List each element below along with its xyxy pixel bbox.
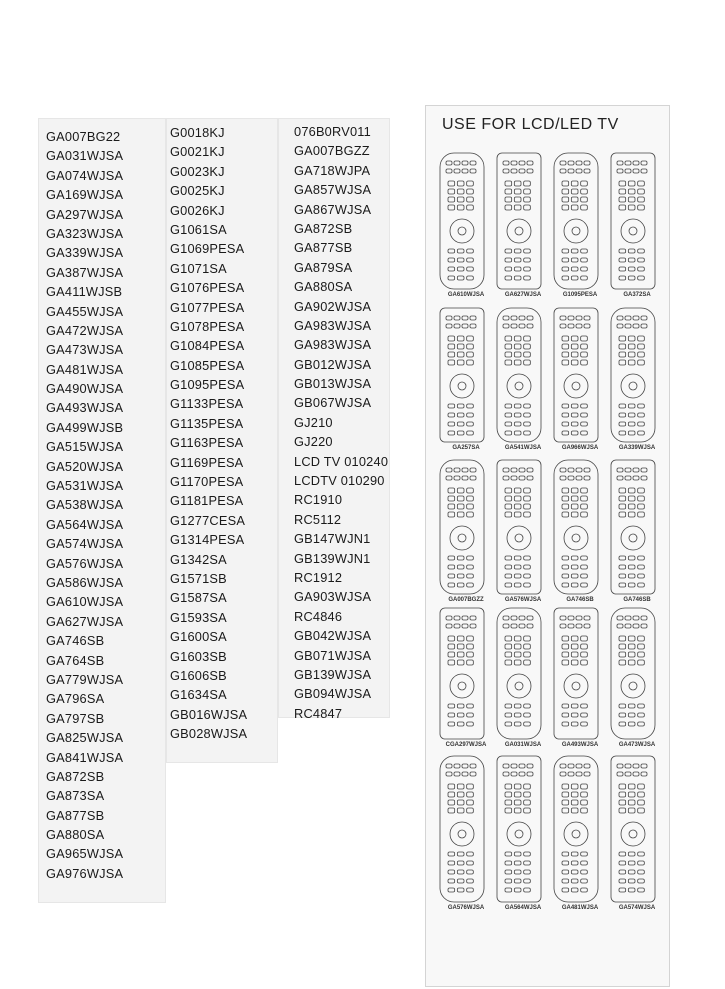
- remote-body: [440, 756, 484, 902]
- model-number: G1077PESA: [170, 299, 245, 315]
- model-number: GA297WJSA: [46, 206, 124, 222]
- remote-control-icon: [493, 151, 545, 291]
- remote-item: [436, 754, 496, 911]
- remote-model-label: GA493WJSA: [561, 742, 599, 748]
- model-number: GB013WJSA: [294, 376, 372, 392]
- model-number: GA564WJSA: [46, 516, 124, 532]
- remote-body: [440, 153, 484, 289]
- model-number: GA872SB: [46, 768, 105, 784]
- remote-model-label: GA257SA: [452, 445, 480, 451]
- model-number: GA411WJSB: [46, 284, 123, 300]
- model-number: GA872SB: [294, 220, 353, 236]
- model-number: G0025KJ: [170, 183, 225, 199]
- remote-item: [436, 606, 496, 748]
- model-number: GJ220: [294, 434, 333, 450]
- model-number: GA472WJSA: [46, 322, 124, 338]
- model-list-column-1: [46, 127, 123, 883]
- remote-item: [607, 606, 667, 748]
- model-number: GA627WJSA: [46, 613, 124, 629]
- model-number: G1163PESA: [170, 435, 244, 451]
- remote-model-label: GA746SB: [623, 597, 651, 603]
- remote-item: [550, 151, 610, 298]
- model-number: RC1912: [294, 569, 343, 585]
- model-number: G0021KJ: [170, 144, 225, 160]
- model-number: GA531WJSA: [46, 478, 124, 494]
- model-number: GA983WJSA: [294, 337, 372, 353]
- remote-control-icon: [493, 754, 545, 904]
- model-number: GB139WJSA: [294, 666, 372, 682]
- remote-model-label: GA746SB: [566, 597, 594, 603]
- model-number: GA880SA: [294, 279, 353, 295]
- model-number: GB067WJSA: [294, 395, 372, 411]
- model-number: GA879SA: [294, 259, 353, 275]
- remote-control-icon: [550, 151, 602, 291]
- remote-item: [493, 306, 553, 451]
- remote-item: [436, 151, 496, 298]
- model-number: LCDTV 010290: [294, 473, 385, 489]
- remote-model-label: GA007BGZZ: [448, 597, 484, 603]
- model-number: GA074WJSA: [46, 167, 124, 183]
- model-number: GA825WJSA: [46, 730, 124, 746]
- remote-item: [493, 151, 553, 298]
- model-number: RC4847: [294, 705, 343, 721]
- remote-model-label: GA574WJSA: [618, 905, 656, 911]
- model-number: GA983WJSA: [294, 317, 372, 333]
- model-number: G1606SB: [170, 667, 227, 683]
- remote-item: [436, 458, 496, 603]
- model-list-column-2: [170, 123, 247, 744]
- remote-item: [607, 458, 667, 603]
- remote-model-label: GA372SA: [623, 292, 651, 298]
- remote-control-icon: [607, 754, 659, 904]
- model-number: RC1910: [294, 492, 343, 508]
- remote-control-icon: [550, 458, 602, 596]
- model-number: G0018KJ: [170, 125, 225, 140]
- compatible-remotes-panel: [425, 105, 670, 987]
- remote-control-icon: [607, 606, 659, 741]
- remote-model-label: G1095PESA: [562, 292, 598, 298]
- model-list-column-3: [294, 122, 388, 723]
- model-number: GB016WJSA: [170, 706, 248, 722]
- model-number: GB071WJSA: [294, 647, 372, 663]
- remote-control-icon: [436, 754, 488, 904]
- model-number: GA797SB: [46, 710, 105, 726]
- model-number: G1587SA: [170, 590, 227, 606]
- model-number: GA877SB: [46, 807, 105, 823]
- model-number: GA764SB: [46, 652, 105, 668]
- remote-control-icon: [550, 306, 602, 444]
- model-number: RC5112: [294, 511, 342, 527]
- panel-title: USE FOR LCD/LED TV: [442, 116, 619, 133]
- remote-body: [554, 756, 598, 902]
- model-number: GA718WJPA: [294, 162, 371, 178]
- model-number: GA746SB: [46, 633, 105, 649]
- model-number: GA323WJSA: [46, 225, 124, 241]
- remote-item: [550, 606, 610, 748]
- model-number: GB042WJSA: [294, 628, 372, 644]
- model-number: GA481WJSA: [46, 361, 124, 377]
- remote-model-label: CGA297WJSA: [445, 742, 487, 748]
- model-number: GA007BGZZ: [294, 143, 370, 159]
- model-number: G1085PESA: [170, 357, 245, 373]
- model-number: GA586WJSA: [46, 574, 124, 590]
- model-number: G0023KJ: [170, 163, 225, 179]
- remote-item: [550, 458, 610, 603]
- remote-item: [493, 606, 553, 748]
- model-number: GA976WJSA: [46, 865, 124, 881]
- remote-body: [611, 153, 655, 289]
- remote-item: [607, 151, 667, 298]
- remote-item: [550, 306, 610, 451]
- remote-body: [497, 153, 541, 289]
- model-number: GA841WJSA: [46, 749, 124, 765]
- remote-model-label: GA564WJSA: [504, 905, 542, 911]
- remote-control-icon: [436, 306, 488, 444]
- model-number: GA576WJSA: [46, 555, 124, 571]
- model-number: GA867WJSA: [294, 201, 372, 217]
- model-number: GB147WJN1: [294, 531, 371, 547]
- model-number: GA880SA: [46, 827, 105, 843]
- model-number: G1634SA: [170, 687, 227, 703]
- model-number: GA490WJSA: [46, 381, 124, 397]
- remote-item: [607, 754, 667, 911]
- remote-model-label: GA541WJSA: [504, 445, 542, 451]
- remote-item: [436, 306, 496, 451]
- model-number: G1135PESA: [170, 415, 244, 431]
- model-number: GA339WJSA: [46, 245, 124, 261]
- model-number: LCD TV 010240: [294, 453, 389, 469]
- remote-control-icon: [436, 606, 488, 741]
- remote-body: [497, 756, 541, 902]
- model-number: GA857WJSA: [294, 182, 372, 198]
- model-number: GB012WJSA: [294, 356, 372, 372]
- remote-model-label: GA031WJSA: [504, 742, 542, 748]
- remote-model-label: GA473WJSA: [618, 742, 656, 748]
- remote-body: [554, 153, 598, 289]
- model-number: GA903WJSA: [294, 589, 372, 605]
- model-number: GA538WJSA: [46, 497, 124, 513]
- model-number: GA007BG22: [46, 129, 121, 144]
- remote-control-icon: [550, 754, 602, 904]
- model-number: G1078PESA: [170, 318, 245, 334]
- model-number: GA796SA: [46, 691, 105, 707]
- model-number: G1342SA: [170, 551, 227, 567]
- model-number: G1603SB: [170, 648, 227, 664]
- remote-model-label: GA966WJSA: [561, 445, 599, 451]
- model-number: GA873SA: [46, 788, 105, 804]
- model-number: GA455WJSA: [46, 303, 124, 319]
- remote-item: [550, 754, 610, 911]
- model-number: G1071SA: [170, 260, 227, 276]
- model-number: GA515WJSA: [46, 439, 124, 455]
- model-number: GA520WJSA: [46, 458, 124, 474]
- model-number: G1084PESA: [170, 338, 245, 354]
- model-number: GA473WJSA: [46, 342, 124, 358]
- model-number: G1181PESA: [170, 493, 244, 509]
- model-number: G1095PESA: [170, 377, 245, 393]
- remote-model-label: GA610WJSA: [447, 292, 485, 298]
- model-number: G1593SA: [170, 609, 227, 625]
- model-number: GA499WJSB: [46, 419, 124, 435]
- remote-control-icon: [607, 151, 659, 291]
- model-number: GA610WJSA: [46, 594, 124, 610]
- remote-control-icon: [607, 306, 659, 444]
- remote-model-label: GA576WJSA: [447, 905, 485, 911]
- model-number: GA877SB: [294, 240, 353, 256]
- remote-control-icon: [493, 606, 545, 741]
- model-number: G0026KJ: [170, 202, 225, 218]
- model-number: GB094WJSA: [294, 686, 372, 702]
- model-number: GA169WJSA: [46, 187, 124, 203]
- remote-model-label: GA627WJSA: [504, 292, 542, 298]
- model-number: RC4846: [294, 608, 343, 624]
- remote-control-icon: [436, 151, 488, 291]
- model-number: GA779WJSA: [46, 671, 124, 687]
- model-number: G1133PESA: [170, 396, 244, 412]
- remote-item: [493, 754, 553, 911]
- remote-control-icon: [607, 458, 659, 596]
- model-number: GA574WJSA: [46, 536, 124, 552]
- model-number: GB028WJSA: [170, 726, 248, 742]
- model-number: 076B0RV011: [294, 124, 371, 139]
- model-number: G1600SA: [170, 629, 227, 645]
- model-number: G1314PESA: [170, 532, 245, 548]
- remote-model-label: GA576WJSA: [504, 597, 542, 603]
- model-number: G1571SB: [170, 570, 227, 586]
- model-number: G1069PESA: [170, 241, 245, 257]
- remote-model-label: GA339WJSA: [618, 445, 656, 451]
- model-number: G1277CESA: [170, 512, 246, 528]
- remote-model-label: GA481WJSA: [561, 905, 599, 911]
- model-number: G1061SA: [170, 221, 227, 237]
- model-number: G1170PESA: [170, 474, 244, 490]
- model-number: G1169PESA: [170, 454, 244, 470]
- remote-control-icon: [436, 458, 488, 596]
- model-number: GA387WJSA: [46, 264, 124, 280]
- remote-control-icon: [493, 306, 545, 444]
- model-number: GA493WJSA: [46, 400, 124, 416]
- remote-body: [611, 756, 655, 902]
- model-number: GJ210: [294, 414, 333, 430]
- model-number: G1076PESA: [170, 280, 245, 296]
- remote-control-icon: [550, 606, 602, 741]
- model-number: GB139WJN1: [294, 550, 371, 566]
- model-number: GA031WJSA: [46, 148, 124, 164]
- remote-control-icon: [493, 458, 545, 596]
- model-number: GA965WJSA: [46, 846, 124, 862]
- remote-item: [493, 458, 553, 603]
- remote-item: [607, 306, 667, 451]
- model-number: GA902WJSA: [294, 298, 372, 314]
